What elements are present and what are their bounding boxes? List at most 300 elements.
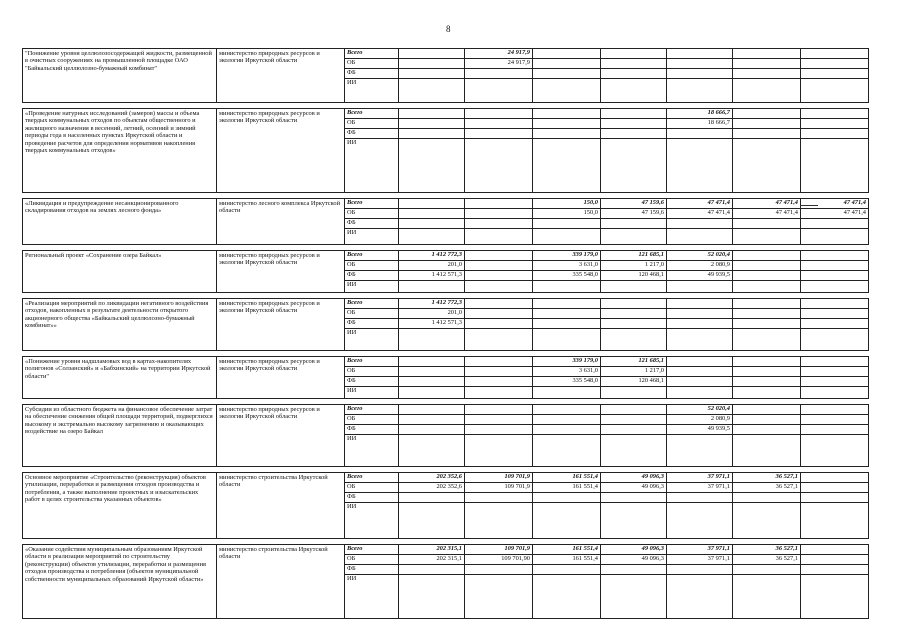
amount-cell [465,309,533,319]
amount-cell [801,357,869,367]
amount-cell: 47 471,4 [667,199,733,209]
amount-cell [465,229,533,245]
activity-name-cell: Региональный проект «Сохранение озера Байкал» [23,251,217,293]
amount-cell: 150,0 [533,199,601,209]
activity-name-cell: "Понижение уровня целлюлозосодержащей жидкости, размещенной в очистных сооружениях на промышленной площадке ОАО "Байкальский целлюлозно-бумажный комбинат" [23,49,217,103]
amount-cell [465,139,533,193]
funding-source-cell: ОБ [345,415,399,425]
amount-cell [465,271,533,281]
amount-cell [801,69,869,79]
amount-cell [533,219,601,229]
amount-cell [801,129,869,139]
amount-cell [733,575,801,619]
amount-cell [465,565,533,575]
amount-cell [733,79,801,103]
amount-cell: 49 096,3 [601,555,667,565]
amount-cell: 201,0 [399,309,465,319]
amount-cell [801,229,869,245]
amount-cell [601,281,667,293]
amount-cell: 161 551,4 [533,545,601,555]
responsible-executor-cell: министерство лесного комплекса Иркутской области [217,199,345,245]
amount-cell [667,129,733,139]
funding-source-cell: ФБ [345,129,399,139]
amount-cell [801,555,869,565]
page-number: 8 [446,24,451,34]
amount-cell: 335 548,0 [533,377,601,387]
amount-cell [399,425,465,435]
table-row [23,405,869,415]
amount-cell [465,405,533,415]
amount-cell [465,281,533,293]
amount-cell: 49 939,5 [667,425,733,435]
amount-cell [667,59,733,69]
amount-cell [733,387,801,399]
amount-cell [533,129,601,139]
funding-source-cell: Всего [345,199,399,209]
amount-cell [399,493,465,503]
amount-cell [667,357,733,367]
amount-cell [667,219,733,229]
amount-cell [533,139,601,193]
amount-cell [399,565,465,575]
amount-cell: 1 217,0 [601,261,667,271]
amount-cell [667,387,733,399]
amount-cell [399,367,465,377]
amount-cell [733,435,801,467]
amount-cell: 201,0 [399,261,465,271]
amount-cell [733,415,801,425]
amount-cell [733,367,801,377]
amount-cell: 47 471,4 [667,209,733,219]
amount-cell: 1 217,0 [601,367,667,377]
amount-cell [667,493,733,503]
amount-cell [801,309,869,319]
funding-source-cell: ОБ [345,555,399,565]
amount-cell: 2 080,9 [667,261,733,271]
amount-cell [533,415,601,425]
amount-cell [667,319,733,329]
amount-cell [465,199,533,209]
amount-cell: 47 471,4 [801,199,869,209]
amount-cell [601,415,667,425]
activity-name-cell: «Проведение натурных исследований (замеров) массы и объема твердых коммунальных отходов по объектам общественного и жилищного назначения в весенний, летний, осенний и зимний периоды года в населенных пунктах Иркутской области и проведение расчетов для определения нормативов накопления твердых коммунальных отходов» [23,109,217,193]
amount-cell [667,299,733,309]
responsible-executor-cell: министерство природных ресурсов и экологии Иркутской области [217,49,345,103]
responsible-executor-cell: министерство природных ресурсов и экологии Иркутской области [217,109,345,193]
responsible-executor-cell: министерство природных ресурсов и экологии Иркутской области [217,357,345,399]
funding-source-cell: ФБ [345,565,399,575]
amount-cell: 3 631,0 [533,261,601,271]
amount-cell [601,119,667,129]
amount-cell [399,209,465,219]
amount-cell [465,435,533,467]
amount-cell: 339 179,0 [533,357,601,367]
amount-cell [399,415,465,425]
table-row [23,357,869,367]
amount-cell [801,139,869,193]
amount-cell [733,565,801,575]
amount-cell: 47 159,6 [601,199,667,209]
amount-cell [465,425,533,435]
funding-source-cell: Всего [345,473,399,483]
amount-cell [601,79,667,103]
amount-cell [465,79,533,103]
amount-cell: 120 468,1 [601,377,667,387]
funding-source-cell: Всего [345,251,399,261]
funding-source-cell: ФБ [345,219,399,229]
amount-cell [601,405,667,415]
funding-source-cell: Всего [345,357,399,367]
amount-cell [465,357,533,367]
amount-cell [601,575,667,619]
amount-cell: 120 468,1 [601,271,667,281]
amount-cell: 36 527,1 [733,473,801,483]
amount-cell: 202 315,1 [399,545,465,555]
amount-cell [399,219,465,229]
amount-cell [533,405,601,415]
amount-cell [399,59,465,69]
responsible-executor-cell: министерство строительства Иркутской области [217,473,345,539]
amount-cell: 18 666,7 [667,119,733,129]
responsible-executor-cell: министерство строительства Иркутской области [217,545,345,619]
amount-cell [733,503,801,539]
table-row [23,473,869,483]
amount-cell [399,129,465,139]
activity-name-cell: «Понижение уровня надшламовых вод в картах-накопителях полигонов «Солзанский» и «Бабхинский» на территории Иркутской области" [23,357,217,399]
amount-cell [733,405,801,415]
amount-cell [465,415,533,425]
amount-cell [801,281,869,293]
amount-cell [733,229,801,245]
amount-cell: 339 179,0 [533,251,601,261]
amount-cell [801,271,869,281]
amount-cell [533,59,601,69]
amount-cell [733,299,801,309]
amount-cell [465,251,533,261]
responsible-executor-cell: министерство природных ресурсов и экологии Иркутской области [217,299,345,351]
amount-cell [667,229,733,245]
amount-cell [601,329,667,351]
amount-cell [733,129,801,139]
amount-cell [601,565,667,575]
amount-cell: 49 096,3 [601,473,667,483]
amount-cell: 2 080,9 [667,415,733,425]
amount-cell [801,435,869,467]
amount-cell [399,503,465,539]
amount-cell [733,119,801,129]
amount-cell [733,281,801,293]
amount-cell [801,473,869,483]
amount-cell [533,79,601,103]
amount-cell: 109 701,9 [465,473,533,483]
amount-cell [667,79,733,103]
amount-cell [801,405,869,415]
funding-source-cell: Всего [345,49,399,59]
amount-cell [733,319,801,329]
amount-cell [399,329,465,351]
amount-cell: 109 701,9 [465,483,533,493]
amount-cell [801,483,869,493]
amount-cell [601,435,667,467]
funding-source-cell: ФБ [345,69,399,79]
amount-cell [399,139,465,193]
amount-cell [733,59,801,69]
funding-source-cell: ИИ [345,575,399,619]
amount-cell: 37 971,1 [667,545,733,555]
amount-cell [601,49,667,59]
amount-cell [465,299,533,309]
amount-cell: 1 412 772,3 [399,251,465,261]
funding-source-cell: ОБ [345,309,399,319]
amount-cell [801,109,869,119]
amount-cell [399,405,465,415]
responsible-executor-cell: министерство природных ресурсов и экологии Иркутской области [217,251,345,293]
amount-cell [465,503,533,539]
funding-source-cell: ИИ [345,229,399,245]
amount-cell [667,435,733,467]
amount-cell [533,425,601,435]
amount-cell [465,219,533,229]
funding-source-cell: ФБ [345,377,399,387]
amount-cell [533,387,601,399]
amount-cell [533,109,601,119]
amount-cell [801,329,869,351]
amount-cell [601,387,667,399]
amount-cell [533,69,601,79]
funding-source-cell: ИИ [345,387,399,399]
funding-source-cell: ФБ [345,425,399,435]
amount-cell [733,251,801,261]
amount-cell [733,493,801,503]
amount-cell [601,425,667,435]
amount-cell [533,329,601,351]
funding-source-cell: ФБ [345,271,399,281]
amount-cell [801,119,869,129]
amount-cell [733,309,801,319]
amount-cell: 150,0 [533,209,601,219]
funding-source-cell: ИИ [345,79,399,103]
amount-cell [533,281,601,293]
amount-cell [465,329,533,351]
amount-cell [533,49,601,59]
table-row [23,109,869,119]
amount-cell [667,69,733,79]
amount-cell [399,79,465,103]
amount-cell [465,109,533,119]
amount-cell [465,367,533,377]
amount-cell [601,309,667,319]
funding-source-cell: ФБ [345,493,399,503]
amount-cell: 47 159,6 [601,209,667,219]
amount-cell [801,299,869,309]
amount-cell [601,503,667,539]
amount-cell [733,329,801,351]
amount-cell [733,109,801,119]
amount-cell [533,575,601,619]
amount-cell: 36 527,1 [733,483,801,493]
amount-cell [733,425,801,435]
amount-cell [601,69,667,79]
amount-cell [533,493,601,503]
amount-cell [533,119,601,129]
amount-cell [465,119,533,129]
amount-cell: 37 971,1 [667,473,733,483]
amount-cell [801,387,869,399]
amount-cell [601,493,667,503]
amount-cell [601,109,667,119]
funding-source-cell: ИИ [345,139,399,193]
budget-table-body [23,49,869,619]
amount-cell [801,377,869,387]
amount-cell [399,69,465,79]
amount-cell: 121 685,1 [601,251,667,261]
amount-cell: 49 939,5 [667,271,733,281]
table-row [23,49,869,59]
amount-cell [399,49,465,59]
amount-cell [399,377,465,387]
amount-cell: 49 096,3 [601,483,667,493]
funding-source-cell: ОБ [345,119,399,129]
amount-cell [601,319,667,329]
amount-cell: 109 701,90 [465,555,533,565]
activity-name-cell: «Ликвидация и предупреждение несанкционированного складирования отходов на землях лесного фонда» [23,199,217,245]
scan-mark [800,205,818,206]
amount-cell [801,219,869,229]
amount-cell [733,139,801,193]
amount-cell: 161 551,4 [533,555,601,565]
funding-source-cell: ОБ [345,367,399,377]
amount-cell [801,261,869,271]
amount-cell: 121 685,1 [601,357,667,367]
amount-cell [667,565,733,575]
amount-cell [533,319,601,329]
amount-cell: 202 352,6 [399,483,465,493]
amount-cell: 36 527,1 [733,545,801,555]
amount-cell [399,435,465,467]
amount-cell [601,129,667,139]
amount-cell [465,261,533,271]
amount-cell [667,49,733,59]
amount-cell [465,377,533,387]
amount-cell [667,367,733,377]
amount-cell: 1 412 772,3 [399,299,465,309]
amount-cell: 37 971,1 [667,483,733,493]
amount-cell [801,367,869,377]
funding-source-cell: ОБ [345,59,399,69]
funding-source-cell: ОБ [345,209,399,219]
amount-cell [801,49,869,59]
funding-source-cell: Всего [345,405,399,415]
amount-cell [399,357,465,367]
amount-cell [801,59,869,69]
amount-cell [667,575,733,619]
amount-cell: 202 352,6 [399,473,465,483]
activity-name-cell: Основное мероприятие «Строительство (реконструкция) объектов утилизации, переработки и размещения отходов производства и потребления, а также выполнение проектных и изыскательских работ в целях строительства указанных объектов» [23,473,217,539]
amount-cell [399,199,465,209]
amount-cell [465,319,533,329]
amount-cell [667,139,733,193]
funding-source-cell: ФБ [345,319,399,329]
amount-cell [801,415,869,425]
funding-source-cell: Всего [345,299,399,309]
amount-cell [801,425,869,435]
funding-source-cell: ИИ [345,281,399,293]
table-row [23,299,869,309]
amount-cell: 47 471,4 [801,209,869,219]
amount-cell [801,319,869,329]
amount-cell [601,139,667,193]
amount-cell [733,271,801,281]
table-row [23,199,869,209]
amount-cell [801,545,869,555]
amount-cell: 52 020,4 [667,405,733,415]
amount-cell [667,503,733,539]
amount-cell [601,299,667,309]
amount-cell [733,377,801,387]
amount-cell [533,435,601,467]
activity-name-cell: Субсидии из областного бюджета на финансовое обеспечение затрат на обеспечение снижения общей площади территорий, подверглихся высокому и экстремально высокому загрязнению и оказывающих воздействие на озеро Байкал [23,405,217,467]
funding-source-cell: ИИ [345,329,399,351]
amount-cell [465,69,533,79]
amount-cell [801,565,869,575]
amount-cell [465,575,533,619]
amount-cell [733,69,801,79]
amount-cell: 3 631,0 [533,367,601,377]
amount-cell [465,493,533,503]
amount-cell [533,503,601,539]
funding-source-cell: ИИ [345,503,399,539]
amount-cell [399,575,465,619]
amount-cell [399,119,465,129]
funding-source-cell: Всего [345,109,399,119]
amount-cell: 24 917,9 [465,59,533,69]
amount-cell [399,387,465,399]
amount-cell [733,357,801,367]
amount-cell [801,79,869,103]
amount-cell [399,229,465,245]
amount-cell [465,129,533,139]
amount-cell [733,219,801,229]
amount-cell [601,59,667,69]
amount-cell [533,309,601,319]
amount-cell [801,503,869,539]
amount-cell: 49 096,3 [601,545,667,555]
amount-cell: 37 971,1 [667,555,733,565]
amount-cell: 202 315,1 [399,555,465,565]
activity-name-cell: «Оказание содействия муниципальным образованиям Иркутской области в реализации мероприятий по строительству (реконструкции) объектов утилизации, переработки и размещения отходов производства и потребления (объектов муниципальной собственности муниципальных образований Иркутской области» [23,545,217,619]
amount-cell: 1 412 571,3 [399,319,465,329]
amount-cell: 161 551,4 [533,483,601,493]
funding-source-cell: Всего [345,545,399,555]
amount-cell [533,565,601,575]
amount-cell [667,377,733,387]
amount-cell: 36 527,1 [733,555,801,565]
amount-cell [601,229,667,245]
amount-cell: 161 551,4 [533,473,601,483]
amount-cell [465,209,533,219]
amount-cell: 109 701,9 [465,545,533,555]
amount-cell: 1 412 571,3 [399,271,465,281]
table-row [23,545,869,555]
amount-cell: 18 666,7 [667,109,733,119]
budget-table [22,48,869,619]
table-row [23,251,869,261]
amount-cell [667,329,733,351]
amount-cell [733,261,801,271]
amount-cell [533,299,601,309]
amount-cell [399,281,465,293]
amount-cell [667,281,733,293]
